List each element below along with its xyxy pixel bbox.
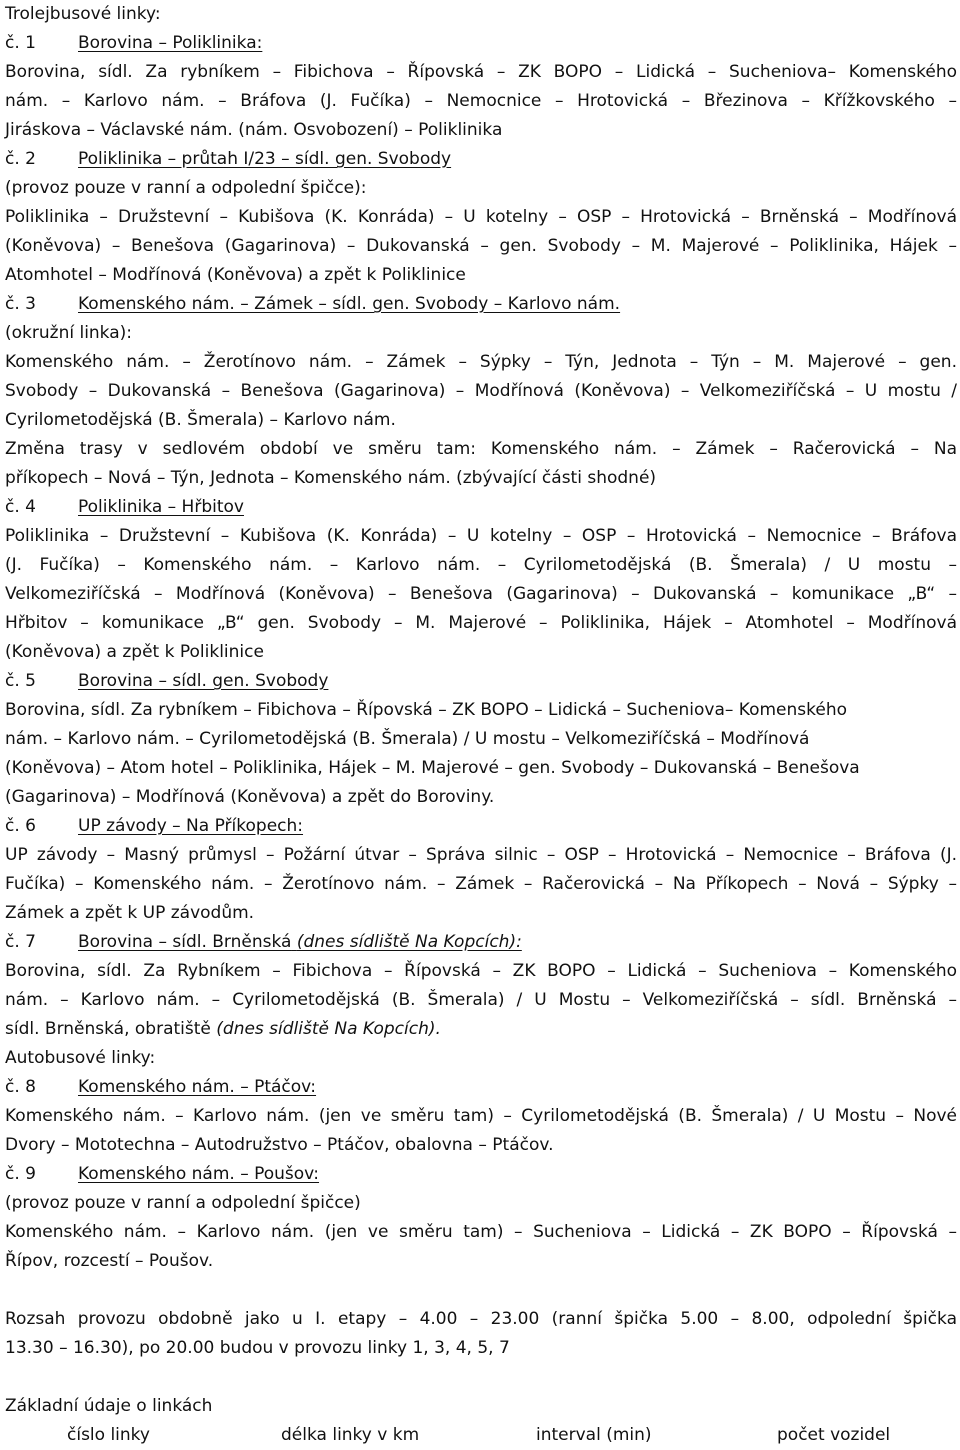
line-9-title-underlined bbox=[5, 1164, 319, 1184]
line-3-header bbox=[5, 290, 957, 319]
line-3-title-underlined bbox=[5, 294, 620, 314]
route-text: Jiráskova – Václavské nám. (nám. Osvobození) – Poliklinika bbox=[5, 120, 503, 140]
route-text: Řípov, rozcestí – Poušov. bbox=[5, 1251, 214, 1271]
route-text: Borovina, sídl. Za Rybníkem – Fibichova – Řípovská – ZK BOPO – Lidická – Sucheniova – Komenského bbox=[5, 961, 957, 981]
spacer bbox=[5, 1276, 957, 1305]
route-text: Poliklinika – Družstevní – Kubišova (K. Konráda) – U kotelny – OSP – Hrotovická – Brněnská – Modřínová bbox=[5, 207, 957, 227]
route-text: (Koněvova) – Atom hotel – Poliklinika, Hájek – M. Majerové – gen. Svobody – Dukovanská – Benešova bbox=[5, 758, 860, 778]
line-8-title-underlined bbox=[5, 1077, 316, 1097]
operation-text: Rozsah provozu obdobně jako u I. etapy – 4.00 – 23.00 (ranní špička 5.00 – 8.00, odpolední špička bbox=[5, 1309, 957, 1329]
route-change-text: Změna trasy v sedlovém období ve směru tam: Komenského nám. – Zámek – Račerovická – Na bbox=[5, 439, 957, 459]
spacer bbox=[5, 1363, 957, 1392]
column-header-line-number: číslo linky bbox=[67, 1425, 150, 1445]
line-1-header bbox=[5, 29, 957, 58]
route-text: (Gagarinova) – Modřínová (Koněvova) a zpět do Boroviny. bbox=[5, 787, 495, 807]
line-number: č. 7 bbox=[5, 932, 36, 952]
line-title: UP závody – Na Příkopech: bbox=[78, 816, 304, 836]
line-5-title-underlined bbox=[5, 671, 328, 691]
trolleybus-heading: Trolejbusové linky: bbox=[5, 4, 161, 24]
line-note: (okružní linka): bbox=[5, 323, 133, 343]
line-2-header bbox=[5, 145, 957, 174]
route-text: Velkomeziříčská – Modřínová (Koněvova) – Benešova (Gagarinova) – Dukovanská – komunikace „B“ – bbox=[5, 584, 957, 604]
line-number: č. 4 bbox=[5, 497, 36, 517]
route-text: Hřbitov – komunikace „B“ gen. Svobody – M. Majerové – Poliklinika, Hájek – Atomhotel – Modřínová bbox=[5, 613, 957, 633]
line-number: č. 5 bbox=[5, 671, 36, 691]
line-title: Komenského nám. – Zámek – sídl. gen. Svobody – Karlovo nám. bbox=[78, 294, 621, 314]
operation-text: 13.30 – 16.30), po 20.00 budou v provozu linky 1, 3, 4, 5, 7 bbox=[5, 1338, 510, 1358]
route-text: Dvory – Mototechna – Autodružstvo – Ptáčov, obalovna – Ptáčov. bbox=[5, 1135, 554, 1155]
line-number: č. 3 bbox=[5, 294, 36, 314]
line-number: č. 6 bbox=[5, 816, 36, 836]
route-text: Borovina, sídl. Za rybníkem – Fibichova – Řípovská – ZK BOPO – Lidická – Sucheniova– Komenského bbox=[5, 62, 957, 82]
line-number: č. 8 bbox=[5, 1077, 36, 1097]
basic-data-title: Základní údaje o linkách bbox=[5, 1396, 213, 1416]
line-title: Komenského nám. – Poušov: bbox=[78, 1164, 320, 1184]
line-5-header bbox=[5, 667, 957, 696]
route-text: Atomhotel – Modřínová (Koněvova) a zpět k Poliklinice bbox=[5, 265, 466, 285]
line-8-header bbox=[5, 1073, 957, 1102]
column-header-vehicles: počet vozidel bbox=[777, 1425, 891, 1445]
route-text: nám. – Karlovo nám. – Cyrilometodějská (B. Šmerala) / U Mostu – Velkomeziříčská – sídl. Brněnská – bbox=[5, 990, 957, 1010]
route-text: Komenského nám. – Žerotínovo nám. – Zámek – Sýpky – Týn, Jednota – Týn – M. Majerové – gen. bbox=[5, 352, 957, 372]
line-title: Borovina – sídl. gen. Svobody bbox=[78, 671, 329, 691]
route-text: Fučíka) – Komenského nám. – Žerotínovo nám. – Zámek – Račerovická – Na Příkopech – Nová – Sýpky – bbox=[5, 874, 957, 894]
line-4-title-underlined bbox=[5, 497, 244, 517]
line-6-header bbox=[5, 812, 957, 841]
line-title: Borovina – sídl. Brněnská bbox=[78, 932, 292, 952]
route-text: Poliklinika – Družstevní – Kubišova (K. Konráda) – U kotelny – OSP – Hrotovická – Nemocnice – Bráfova bbox=[5, 526, 957, 546]
route-text: (Koněvova) – Benešova (Gagarinova) – Dukovanská – gen. Svobody – M. Majerové – Poliklinika, Hájek – bbox=[5, 236, 957, 256]
line-6-title-underlined bbox=[5, 816, 303, 836]
route-text: Borovina, sídl. Za rybníkem – Fibichova – Řípovská – ZK BOPO – Lidická – Sucheniova– Komenského bbox=[5, 700, 847, 720]
line-note: (provoz pouze v ranní a odpolední špičce): bbox=[5, 178, 367, 198]
line-note: (provoz pouze v ranní a odpolední špičce) bbox=[5, 1193, 361, 1213]
route-text: UP závody – Masný průmysl – Požární útvar – Správa silnic – OSP – Hrotovická – Nemocnice – Bráfova (J. bbox=[5, 845, 957, 865]
line-title: Komenského nám. – Ptáčov: bbox=[78, 1077, 317, 1097]
route-text-last bbox=[5, 1015, 957, 1044]
line-7-title-underlined bbox=[5, 932, 522, 952]
line-title: Borovina – Poliklinika: bbox=[78, 33, 263, 53]
route-text-italic: (dnes sídliště Na Kopcích). bbox=[216, 1019, 441, 1039]
line-4-header bbox=[5, 493, 957, 522]
document bbox=[5, 0, 957, 1450]
bus-heading: Autobusové linky: bbox=[5, 1048, 156, 1068]
line-1-title-underlined bbox=[5, 33, 262, 53]
route-text: nám. – Karlovo nám. – Bráfova (J. Fučíka) – Nemocnice – Hrotovická – Březinova – Křížkovského – bbox=[5, 91, 957, 111]
column-header-length: délka linky v km bbox=[281, 1425, 420, 1445]
column-header-interval: interval (min) bbox=[536, 1425, 652, 1445]
line-title: Poliklinika – průtah I/23 – sídl. gen. Svobody bbox=[78, 149, 452, 169]
line-number: č. 9 bbox=[5, 1164, 36, 1184]
route-text: Zámek a zpět k UP závodům. bbox=[5, 903, 255, 923]
route-text: Komenského nám. – Karlovo nám. (jen ve směru tam) – Cyrilometodějská (B. Šmerala) / U Mostu – Nové bbox=[5, 1106, 957, 1126]
route-text: (Koněvova) a zpět k Poliklinice bbox=[5, 642, 264, 662]
line-2-title-underlined bbox=[5, 149, 451, 169]
line-number: č. 2 bbox=[5, 149, 36, 169]
line-number: č. 1 bbox=[5, 33, 36, 53]
route-text: sídl. Brněnská, obratiště bbox=[5, 1019, 211, 1039]
line-title: Poliklinika – Hřbitov bbox=[78, 497, 244, 517]
route-text: Cyrilometodějská (B. Šmerala) – Karlovo nám. bbox=[5, 410, 396, 430]
line-7-header bbox=[5, 928, 957, 957]
table-header-row bbox=[5, 1421, 957, 1450]
route-text: Svobody – Dukovanská – Benešova (Gagarinova) – Modřínová (Koněvova) – Velkomeziříčská – U mostu / bbox=[5, 381, 957, 401]
route-text: Komenského nám. – Karlovo nám. (jen ve směru tam) – Sucheniova – Lidická – ZK BOPO – Řípovská – bbox=[5, 1222, 957, 1242]
line-title-italic: (dnes sídliště Na Kopcích): bbox=[296, 932, 522, 952]
route-text: nám. – Karlovo nám. – Cyrilometodějská (B. Šmerala) / U mostu – Velkomeziříčská – Modřínová bbox=[5, 729, 810, 749]
route-change-text: příkopech – Nová – Týn, Jednota – Komenského nám. (zbývající části shodné) bbox=[5, 468, 657, 488]
route-text: (J. Fučíka) – Komenského nám. – Karlovo nám. – Cyrilometodějská (B. Šmerala) / U mostu – bbox=[5, 555, 957, 575]
line-9-header bbox=[5, 1160, 957, 1189]
